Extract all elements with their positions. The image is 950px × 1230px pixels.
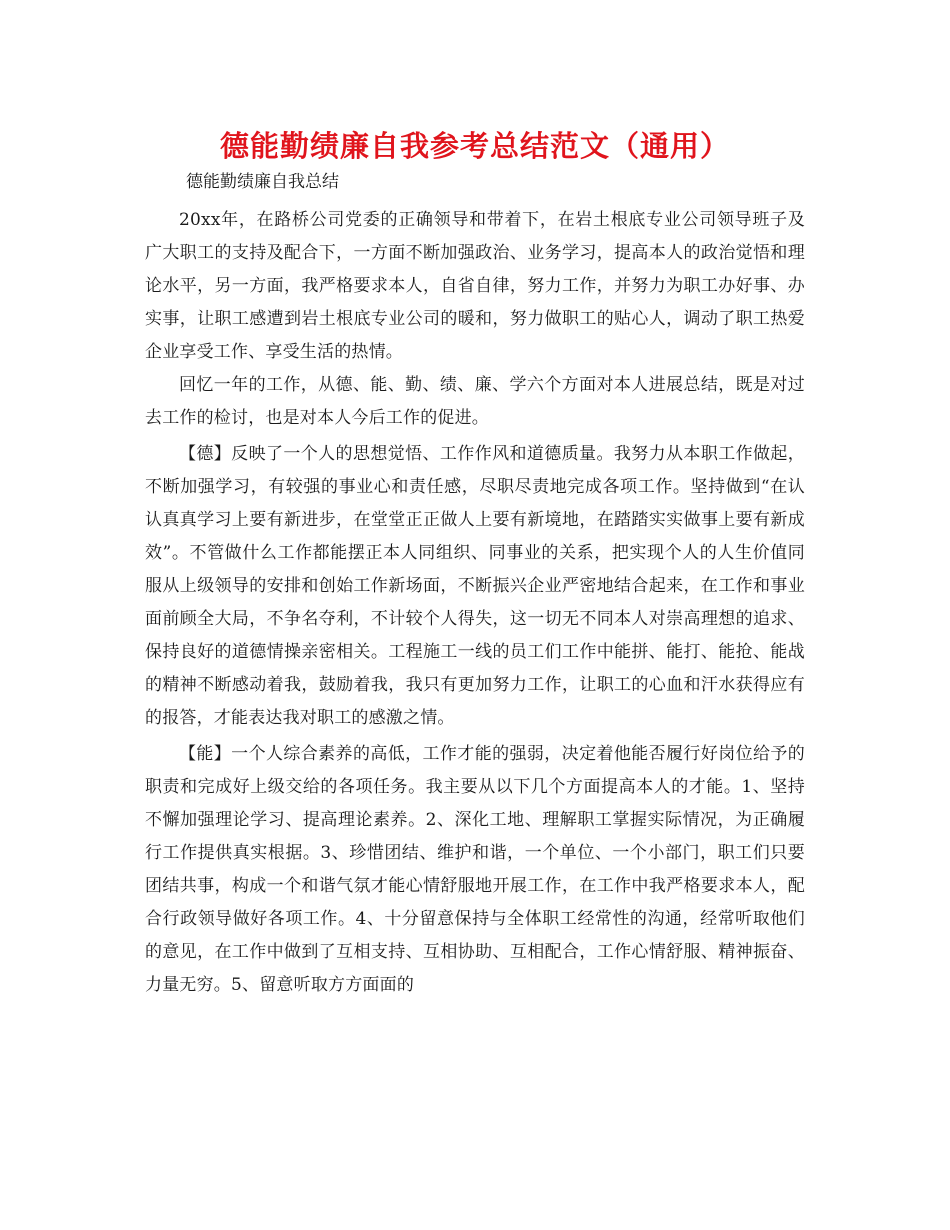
paragraph-neng: 【能】一个人综合素养的高低，工作才能的强弱，决定着他能否履行好岗位给予的职责和完成好上级交给的各项任务。我主要从以下几个方面提高本人的才能。1、坚持不懈加强理论学习、提高理论素养。2、深化工地、理解职工掌握实际情况，为正确履行工作提供真实根据。3、珍惜团结、维护和谐，一个单位、一个小部门，职工们只要团结共事，构成一个和谐气氛才能心情舒服地开展工作，在工作中我严格要求本人，配合行政领导做好各项工作。4、十分留意保持与全体职工经常性的沟通，经常听取他们的意见，在工作中做到了互相支持、互相协助、互相配合，工作心情舒服、精神振奋、力量无穷。5、留意听取方方面面的 xyxy=(145,744,805,995)
document-title: 德能勤绩廉自我参考总结范文（通用） xyxy=(219,129,730,163)
paragraph-intro: 20xx年，在路桥公司党委的正确领导和带着下，在岩土根底专业公司领导班子及广大职工的支持及配合下，一方面不断加强政治、业务学习，提高本人的政治觉悟和理论水平，另一方面，我严格要求本人，自省自律，努力工作，并努力为职工办好事、办实事，让职工感遭到岩土根底专业公司的暖和，努力做职工的贴心人，调动了职工热爱企业享受工作、享受生活的热情。 xyxy=(145,210,805,362)
document-body xyxy=(145,204,805,1002)
paragraph-review: 回忆一年的工作，从德、能、勤、绩、廉、学六个方面对本人进展总结，既是对过去工作的检讨，也是对本人今后工作的促进。 xyxy=(145,375,805,428)
paragraph-de: 【德】反映了一个人的思想觉悟、工作作风和道德质量。我努力从本职工作做起，不断加强学习，有较强的事业心和责任感，尽职尽责地完成各项工作。坚持做到“在认认真真学习上要有新进步，在堂堂正正做人上要有新境地，在踏踏实实做事上要有新成效”。不管做什么工作都能摆正本人同组织、同事业的关系，把实现个人的人生价值同服从上级领导的安排和创始工作新场面，不断振兴企业严密地结合起来，在工作和事业面前顾全大局，不争名夺利，不计较个人得失，这一切无不同本人对崇高理想的追求、保持良好的道德情操亲密相关。工程施工一线的员工们工作中能拼、能打、能抢、能战的精神不断感动着我，鼓励着我，我只有更加努力工作，让职工的心血和汗水获得应有的报答，才能表达我对职工的感激之情。 xyxy=(145,444,805,728)
document-subtitle: 德能勤绩廉自我总结 xyxy=(186,172,339,192)
